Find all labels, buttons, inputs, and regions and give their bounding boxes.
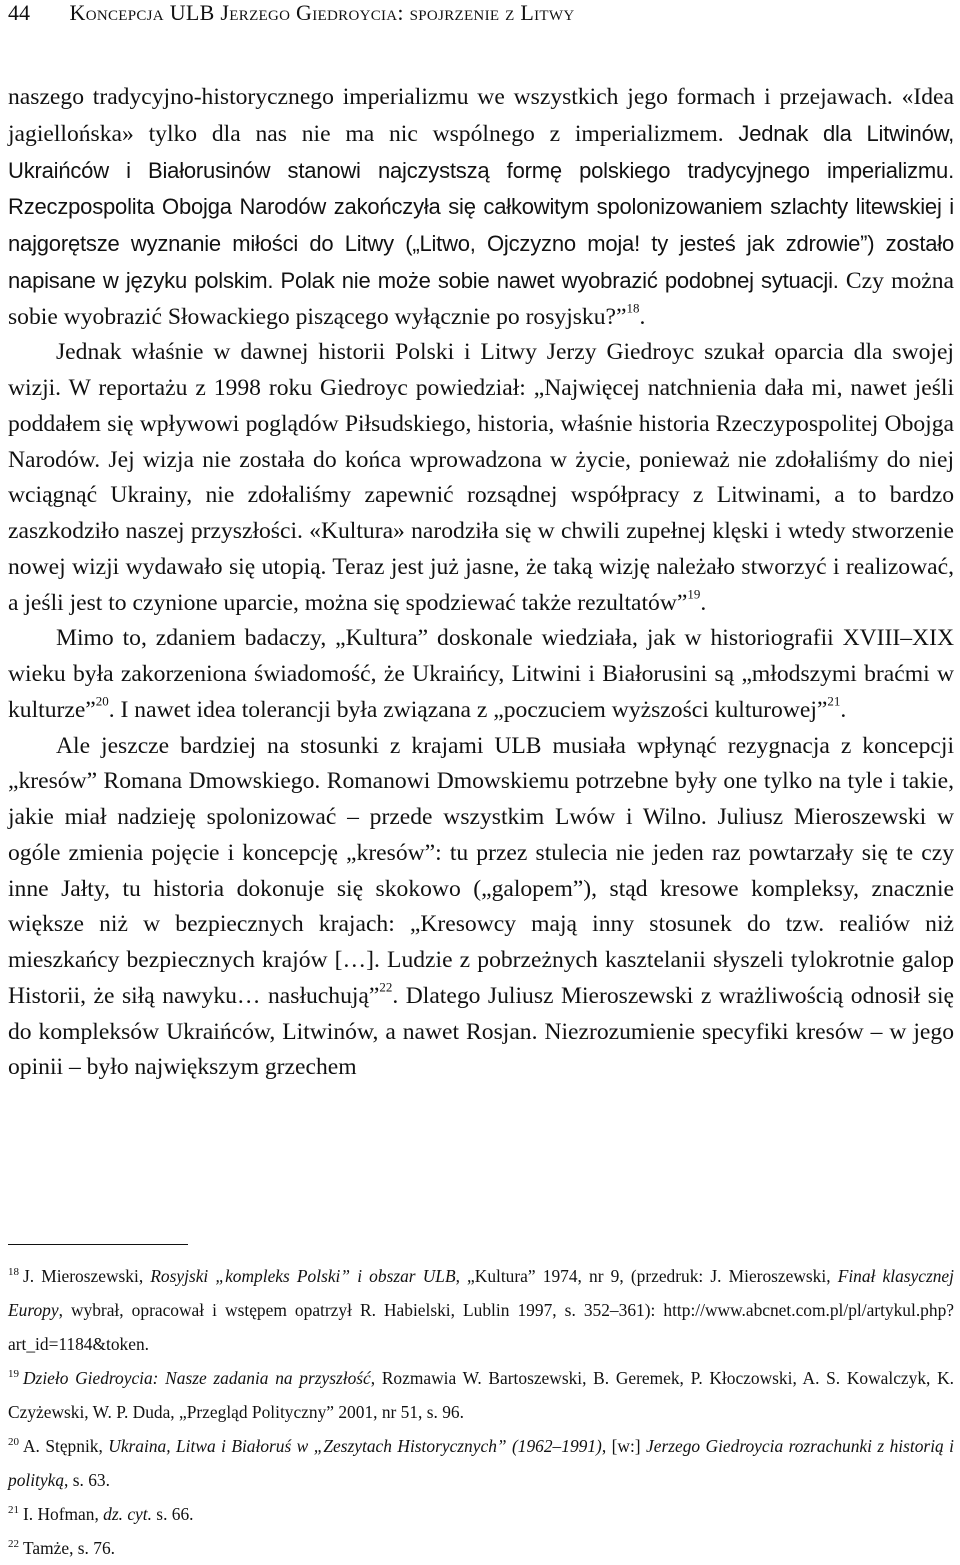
citation-title: dz. cyt. xyxy=(103,1504,152,1524)
footnote xyxy=(8,1531,954,1565)
text-run: Jednak właśnie w dawnej historii Polski i Litwy Jerzy Giedroyc szukał oparcia dla swojej wizji. W reportażu z 1998 roku Giedroyc powiedział: „Najwięcej natchnienia dała mi, nawet jeśli poddałem się wpływowi poglądów Piłsudskiego, historia, właśnie historia Rzeczypospolitej Obojga Narodów. Jej wizja nie została do końca wprowadzona w życie, ponieważ nie zdołaliśmy do niej wciągnąć Ukrainy, nie zdołaliśmy zapewnić rozsądnej współpracy z Litwinami, a to bardzo zaszkodziło naszej przyszłości. «Kultura» narodziła się w chwili zupełnej klęski i wtedy stworzenie nowej wizji wydawało się utopią. Teraz jest już jasne, że taką wizję należało stworzyć i realizować, a jeśli jest to czynione uparcie, można się spodziewać także rezultatów” xyxy=(8,339,954,616)
main-text xyxy=(8,80,954,1086)
text-run: , [w:] xyxy=(601,1436,647,1456)
page-number: 44 xyxy=(8,0,30,25)
text-run: , wybrał, opracował i wstępem opatrzył R. Habielski, Lublin 1997, s. 352–361): http://www.abcnet.com.pl/pl/artykul.php?art_id=1184&token. xyxy=(8,1300,954,1354)
text-run: , Rozmawia W. Bartoszewski, B. Geremek, P. Kłoczowski, A. S. Kowalczyk, K. Czyżewski, W. P. Duda, „Przegląd Polityczny” 2001, nr 51, s. 96. xyxy=(8,1368,954,1422)
text-run: s. 66. xyxy=(151,1504,194,1524)
footnote-ref: 20 xyxy=(95,693,109,709)
paragraph xyxy=(8,729,954,1087)
footnote-number: 18 xyxy=(8,1266,19,1279)
paragraph xyxy=(8,335,954,621)
text-run: . xyxy=(840,696,847,723)
text-run: Czy można sobie wyobrazić Słowackiego piszącego wyłącznie po rosyjsku?” xyxy=(8,267,954,330)
citation-title: Ukraina, Litwa i Białoruś w „Zeszytach Historycznych” (1962–1991) xyxy=(108,1436,602,1456)
text-run: , s. 63. xyxy=(64,1470,110,1490)
running-title: Koncepcja ULB Jerzego Giedroycia: spojrzenie z Litwy xyxy=(69,0,575,25)
footnotes xyxy=(8,1259,954,1565)
footnote-number: 20 xyxy=(8,1436,19,1449)
footnote-number: 22 xyxy=(8,1538,19,1551)
citation-title: Dzieło Giedroycia: Nasze zadania na przyszłość xyxy=(23,1368,371,1388)
text-run: Tamże, s. 76. xyxy=(23,1538,115,1558)
footnote xyxy=(8,1259,954,1361)
footnote xyxy=(8,1497,954,1531)
footnote-ref: 18 xyxy=(626,299,640,315)
text-run: Ale jeszcze bardziej na stosunki z krajami ULB musiała wpłynąć rezygnacja z koncepcji „kresów” Romana Dmowskiego. Romanowi Dmowskiemu potrzebne były one tylko na tyle i takie, jakie miał nadzieję spolonizować – przede wszystkim Lwów i Wilno. Juliusz Mieroszewski w ogóle zmienia pojęcie i koncepcję „kresów”: tu przez stulecia nie jeden raz powtarzały się te czy inne Jałty, tu historia dokonuje się skokowo („galopem”), stąd kresowe kompleksy, znacznie większe niż w bezpiecznych krajach: „Kresowcy mają inny stosunek do tzw. realiów niż mieszkańcy bezpiecznych krajów […]. Ludzie z pobrzeżnych kasztelanii słyszeli tylokrotnie galop Historii, że siłą nawyku… nasłuchują” xyxy=(8,732,954,1009)
footnote-ref: 22 xyxy=(379,979,393,995)
text-run: Mimo to, zdaniem badaczy, „Kultura” doskonale wiedziała, jak w historiografii XVIII–XIX wieku była zakorzeniona świadomość, że Ukraińcy, Litwini i Białorusini są „młodszymi braćmi w kulturze” xyxy=(8,625,954,723)
paragraph xyxy=(8,621,954,728)
text-run: . xyxy=(639,303,646,330)
footnote-number: 21 xyxy=(8,1504,19,1517)
text-run: . I nawet idea tolerancji była związana z „poczuciem wyższości kulturowej” xyxy=(108,696,828,723)
footnote-ref: 19 xyxy=(687,585,701,601)
text-run: Jednak dla Litwinów, Ukraińców i Białorusinów stanowi najczystszą formę polskiego tradycyjnego imperializmu. Rzeczpospolita Obojga Narodów zakończyła się całkowitym spolonizowaniem szlachty litewskiej i najgorętsze wyznanie miłości do Litwy („Litwo, Ojczyzno moja! ty jesteś jak zdrowie”) zostało napisane w języku polskim. Polak nie może sobie nawet wyobrazić podobnej sytuacji. xyxy=(8,120,954,293)
text-run: , „Kultura” 1974, nr 9, (przedruk: J. Mieroszewski, xyxy=(455,1266,838,1286)
text-run: . xyxy=(700,589,707,616)
paragraph xyxy=(8,80,954,335)
footnote xyxy=(8,1429,954,1497)
text-run: A. Stępnik, xyxy=(23,1436,109,1456)
footnote-separator xyxy=(8,1244,188,1245)
text-run: . Dlatego Juliusz Mieroszewski z wrażliwością odnosił się do kompleksów Ukraińców, Litwinów, a nawet Rosjan. Niezrozumienie specyfiki kresów – w jego opinii – było największym grzechem xyxy=(8,982,954,1081)
footnote xyxy=(8,1361,954,1429)
citation-title: Finał klasycznej Europy xyxy=(8,1266,954,1320)
footnote-number: 19 xyxy=(8,1368,19,1381)
running-header xyxy=(8,0,574,26)
footnote-ref: 21 xyxy=(827,693,841,709)
text-run: J. Mieroszewski, xyxy=(23,1266,151,1286)
text-run: naszego tradycyjno-historycznego imperializmu we wszystkich jego formach i przejawach. «Idea jagiellońska» tylko dla nas nie ma nic wspólnego z imperializmem. xyxy=(8,84,954,147)
citation-title: Rosyjski „kompleks Polski” i obszar ULB xyxy=(150,1266,456,1286)
citation-title: Jerzego Giedroycia rozrachunki z historią i polityką xyxy=(8,1436,954,1490)
text-run: I. Hofman, xyxy=(23,1504,104,1524)
